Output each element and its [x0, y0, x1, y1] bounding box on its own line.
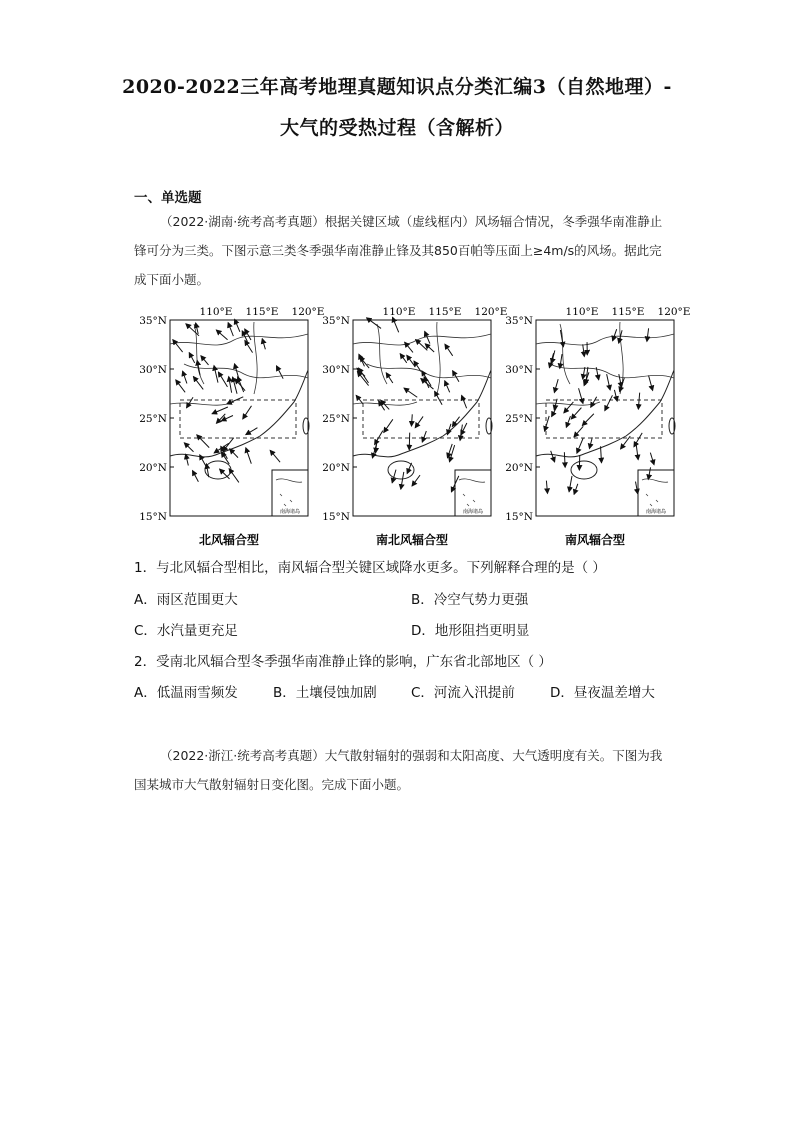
wind-arrow [462, 395, 467, 408]
wind-arrow [186, 454, 189, 465]
wind-arrow [445, 344, 453, 356]
lat-label: 25°N [505, 413, 533, 425]
wind-arrow [636, 482, 638, 494]
wind-arrow [569, 476, 572, 492]
wind-arrow [582, 414, 594, 426]
lat-label: 35°N [322, 315, 350, 327]
province-borders [536, 322, 674, 405]
map-panel-1 [139, 306, 324, 547]
document-title-line1: 2020-2022三年高考地理真题知识点分类汇编3（自然地理）- [122, 76, 672, 98]
wind-arrow [384, 419, 393, 432]
lat-label: 25°N [322, 413, 350, 425]
hainan-island [388, 461, 414, 479]
wind-arrow [647, 328, 649, 341]
wind-arrow [591, 397, 597, 407]
wind-arrow [197, 435, 209, 448]
wind-arrow [564, 452, 565, 467]
wind-arrow [554, 379, 558, 392]
wind-arrow [650, 453, 654, 465]
wind-arrow [184, 443, 193, 452]
question-1-stem: 1．与北风辐合型相比，南风辐合型关键区域降水更多。下列解释合理的是（ ） [134, 560, 606, 576]
lat-label: 15°N [139, 511, 167, 523]
lat-label: 20°N [322, 462, 350, 474]
section-heading: 一、单选题 [134, 190, 202, 206]
map-caption: 南北风辐合型 [375, 533, 449, 547]
wind-arrow [613, 329, 617, 341]
q2-option-a[interactable]: A．低温雨雪频发 [134, 685, 238, 701]
wind-arrow [400, 354, 407, 363]
wind-arrow [386, 373, 393, 383]
wind-arrow [367, 318, 381, 329]
wind-arrow [619, 374, 622, 387]
wind-arrow [589, 437, 592, 448]
document-title-line2: 大气的受热过程（含解析） [279, 117, 514, 139]
inset-label: 南海诸岛 [645, 509, 667, 515]
wind-arrow [187, 397, 193, 407]
wind-arrow [270, 450, 280, 462]
wind-arrow [447, 424, 451, 435]
passage-1: （2022·湖南·统考高考真题）根据关键区域（虚线框内）风场辐合情况，冬季强华南准静止锋可分为三类。下图示意三类冬季强华南准静止锋及其850百帕等压面上≥4m/s的风场。据此完成下面小题。 [134, 214, 663, 287]
wind-arrow [218, 372, 227, 387]
wind-arrow [546, 481, 547, 494]
wind-arrow [566, 416, 570, 427]
wind-arrow [235, 379, 245, 391]
lat-label: 15°N [505, 511, 533, 523]
wind-arrow [545, 416, 550, 431]
question-2-stem: 2．受南北风辐合型冬季强华南准静止锋的影响，广东省北部地区（ ） [134, 654, 552, 670]
wind-arrow [404, 388, 417, 397]
wind-arrow [189, 353, 194, 363]
wind-arrow [574, 426, 583, 437]
lat-label: 20°N [505, 462, 533, 474]
wind-arrow [607, 374, 610, 390]
wind-arrow [183, 371, 187, 383]
wind-arrow [571, 408, 581, 419]
wind-arrow [173, 340, 183, 352]
lat-label: 35°N [505, 315, 533, 327]
wind-arrow [425, 344, 434, 352]
q1-option-c[interactable]: C．水汽量更充足 [134, 623, 238, 639]
q1-option-a[interactable]: A．雨区范围更大 [134, 592, 238, 608]
map-caption: 南风辐合型 [564, 533, 626, 547]
wind-arrow [453, 371, 459, 382]
lon-label: 120°E [657, 306, 690, 318]
wind-arrow [416, 340, 428, 351]
wind-arrow [583, 367, 585, 379]
wind-arrow [614, 390, 617, 401]
wind-arrow [233, 377, 237, 394]
wind-arrow [435, 391, 443, 404]
lat-label: 25°N [139, 413, 167, 425]
province-borders [170, 322, 308, 405]
wind-arrow [193, 471, 199, 482]
lat-label: 30°N [322, 364, 350, 376]
wind-arrow [214, 443, 229, 453]
inset-label: 南海诸岛 [462, 509, 484, 515]
wind-arrow [262, 339, 265, 350]
lat-label: 15°N [322, 511, 350, 523]
lon-label: 110°E [382, 306, 416, 318]
wind-arrow [583, 344, 585, 356]
wind-arrow [415, 416, 423, 427]
lon-label: 115°E [245, 306, 279, 318]
lon-label: 110°E [565, 306, 599, 318]
wind-arrow [229, 469, 239, 483]
q2-option-c[interactable]: C．河流入汛提前 [411, 685, 515, 701]
q1-option-b[interactable]: B．冷空气势力更强 [411, 592, 529, 608]
inset-label: 南海诸岛 [279, 509, 301, 515]
map-panel-2 [322, 306, 507, 547]
wind-arrow [245, 340, 253, 352]
wind-field-maps [134, 304, 690, 549]
wind-arrow [449, 445, 454, 462]
wind-arrow [235, 319, 240, 331]
lon-label: 120°E [291, 306, 325, 318]
wind-arrow [407, 463, 411, 474]
wind-arrow [360, 357, 369, 368]
wind-arrow [649, 375, 653, 390]
wind-arrow [551, 451, 555, 462]
wind-arrow [201, 356, 209, 365]
wind-arrow [243, 406, 252, 419]
wind-arrow [356, 395, 363, 404]
wind-arrow [601, 446, 602, 462]
hainan-island [571, 461, 597, 479]
q2-option-b[interactable]: B．土壤侵蚀加剧 [273, 685, 377, 701]
wind-arrow [216, 414, 225, 423]
q1-option-d[interactable]: D．地形阻挡更明显 [411, 623, 530, 639]
wind-arrow [560, 354, 562, 368]
map-caption: 北风辐合型 [198, 533, 260, 547]
coastline [353, 370, 491, 457]
wind-arrow [212, 407, 228, 414]
wind-arrow [176, 380, 185, 392]
wind-arrow [579, 388, 583, 403]
wind-arrow [605, 395, 613, 410]
wind-arrow [375, 431, 383, 445]
lon-label: 115°E [611, 306, 645, 318]
wind-arrow [574, 484, 578, 495]
map-panel-3 [505, 306, 690, 547]
wind-arrow [359, 354, 365, 366]
lat-label: 20°N [139, 462, 167, 474]
wind-arrow [193, 377, 203, 390]
wind-arrow [638, 393, 639, 409]
wind-arrow [230, 449, 238, 458]
wind-arrow [411, 414, 412, 426]
lat-label: 35°N [139, 315, 167, 327]
wind-arrow [564, 402, 574, 413]
province-borders [353, 322, 491, 405]
wind-arrow [229, 377, 232, 393]
wind-arrow [634, 433, 642, 447]
wind-arrow [445, 381, 450, 392]
wind-arrow [379, 401, 385, 410]
lon-label: 110°E [199, 306, 233, 318]
wind-arrow [422, 431, 426, 442]
wind-arrow [246, 448, 252, 464]
wind-arrow [392, 470, 396, 483]
wind-arrow [412, 475, 420, 486]
lon-label: 115°E [428, 306, 462, 318]
lat-label: 30°N [139, 364, 167, 376]
wind-arrow [401, 472, 404, 489]
wind-arrow [228, 323, 233, 336]
lon-label: 120°E [474, 306, 508, 318]
wind-arrow [246, 428, 258, 435]
wind-arrow [216, 330, 227, 340]
wind-arrow [577, 438, 583, 453]
lat-label: 30°N [505, 364, 533, 376]
passage-2: （2022·浙江·统考高考真题）大气散射辐射的强弱和太阳高度、大气透明度有关。下图为我国某城市大气散射辐射日变化图。完成下面小题。 [134, 748, 663, 792]
q2-option-d[interactable]: D．昼夜温差增大 [550, 685, 655, 701]
wind-arrow [636, 445, 638, 460]
